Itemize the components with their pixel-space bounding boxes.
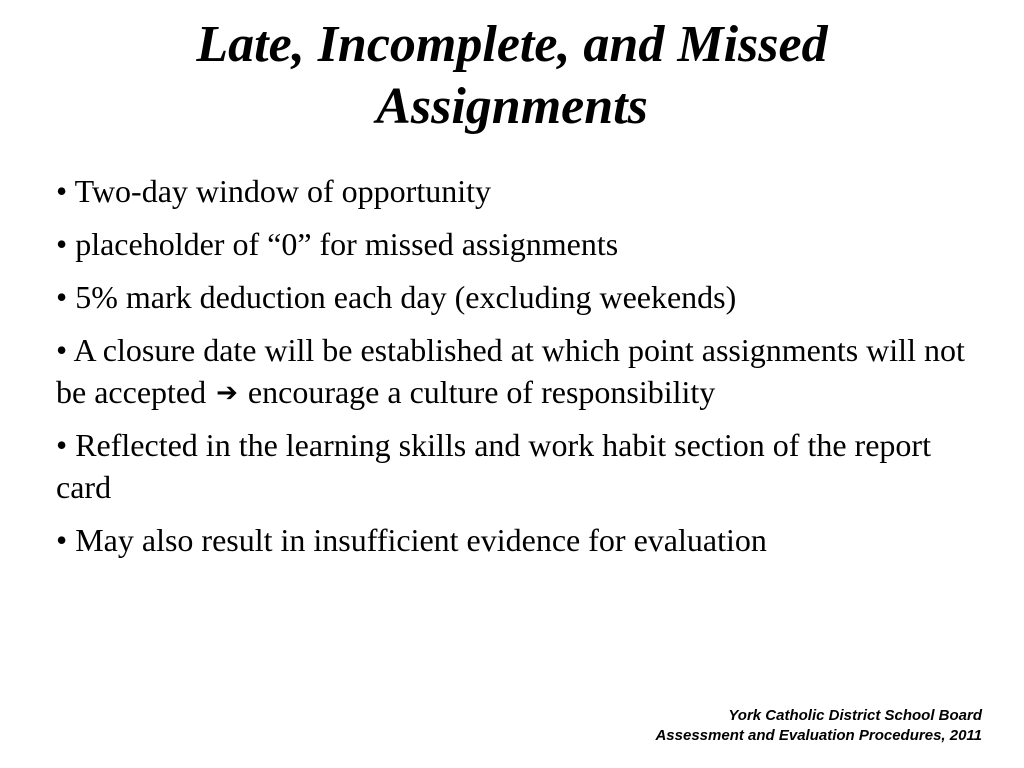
slide-title-line-2: Assignments [376, 78, 648, 135]
footer-document-title: Assessment and Evaluation Procedures, 2011 [655, 727, 982, 744]
bullet-item: • Two-day window of opportunity [56, 173, 491, 209]
bullet-text-after-arrow: encourage a culture of responsibility [239, 374, 716, 410]
footer-organization: York Catholic District School Board [728, 707, 982, 724]
bullet-item: • placeholder of “0” for missed assignments [56, 226, 619, 262]
bullet-item: • May also result in insufficient evidence for evaluation [56, 522, 767, 558]
bullet-text-before-arrow: • A closure date will be established at which point assignments will not be accepted [56, 332, 965, 410]
bullet-item: • Reflected in the learning skills and work habit section of the report card [56, 427, 931, 505]
slide-footer [655, 706, 982, 746]
bullet-list [56, 170, 966, 572]
bullet-item: • 5% mark deduction each day (excluding weekends) [56, 279, 737, 315]
slide-title [60, 14, 964, 138]
right-arrow-icon: ➔ [216, 378, 238, 408]
bullet-item [56, 329, 966, 413]
slide-title-line-1: Late, Incomplete, and Missed [196, 16, 828, 73]
